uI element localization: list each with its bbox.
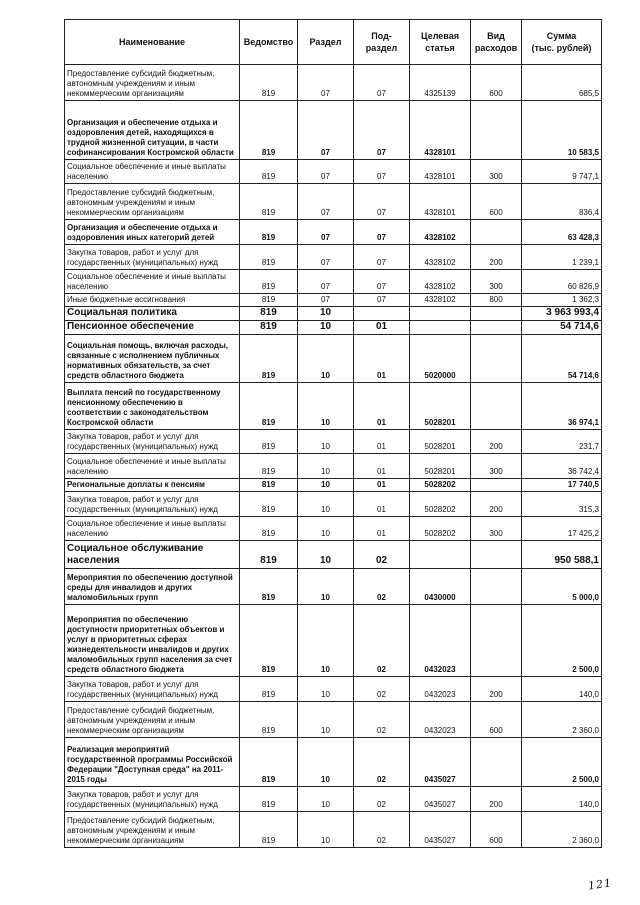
row-name: Социальное обеспечение и иные выплаты населению (65, 517, 240, 541)
header-razdel: Раздел (298, 20, 354, 65)
row-podrazdel: 01 (354, 335, 410, 383)
row-razdel: 10 (298, 492, 354, 517)
row-name: Социальное обслуживание населения (65, 541, 240, 569)
row-summa: 54 714,6 (522, 321, 602, 335)
table-row (65, 245, 602, 270)
row-summa: 2 360,0 (522, 702, 602, 738)
table-row (65, 702, 602, 738)
row-celevaya-statya: 4328101 (410, 160, 471, 184)
row-podrazdel: 02 (354, 812, 410, 848)
row-name: Организация и обеспечение отдыха и оздоровления иных категорий детей (65, 220, 240, 245)
row-summa: 2 500,0 (522, 605, 602, 677)
row-celevaya-statya: 4328102 (410, 270, 471, 294)
row-vedomstvo: 819 (240, 294, 298, 307)
row-celevaya-statya: 4328101 (410, 101, 471, 160)
table-row (65, 383, 602, 430)
row-razdel: 07 (298, 65, 354, 101)
row-vedomstvo: 819 (240, 307, 298, 321)
row-razdel: 10 (298, 479, 354, 492)
row-razdel: 10 (298, 569, 354, 605)
row-vid-raskhodov: 300 (471, 160, 522, 184)
row-razdel: 10 (298, 517, 354, 541)
row-celevaya-statya: 4328102 (410, 245, 471, 270)
row-vedomstvo: 819 (240, 245, 298, 270)
budget-table (64, 19, 602, 848)
row-vedomstvo: 819 (240, 270, 298, 294)
row-vid-raskhodov (471, 569, 522, 605)
row-name: Социальное обеспечение и иные выплаты населению (65, 160, 240, 184)
row-podrazdel: 02 (354, 605, 410, 677)
row-vid-raskhodov: 200 (471, 787, 522, 812)
row-vedomstvo: 819 (240, 677, 298, 702)
row-summa: 140,0 (522, 677, 602, 702)
row-vid-raskhodov: 200 (471, 492, 522, 517)
table-row (65, 479, 602, 492)
row-name: Закупка товаров, работ и услуг для государственных (муниципальных) нужд (65, 492, 240, 517)
row-vid-raskhodov (471, 383, 522, 430)
row-vid-raskhodov: 800 (471, 294, 522, 307)
table-row (65, 454, 602, 479)
row-razdel: 10 (298, 307, 354, 321)
row-vid-raskhodov (471, 335, 522, 383)
row-vedomstvo: 819 (240, 541, 298, 569)
row-summa: 36 742,4 (522, 454, 602, 479)
row-celevaya-statya: 5028202 (410, 492, 471, 517)
row-name: Социальное обеспечение и иные выплаты населению (65, 270, 240, 294)
row-razdel: 10 (298, 321, 354, 335)
table-row (65, 270, 602, 294)
row-name: Социальная политика (65, 307, 240, 321)
row-name: Организация и обеспечение отдыха и оздоровления детей, находящихся в трудной жизненной ситуации, в части софинансирования Костромской области (65, 101, 240, 160)
row-vedomstvo: 819 (240, 321, 298, 335)
row-vedomstvo: 819 (240, 220, 298, 245)
row-razdel: 10 (298, 335, 354, 383)
row-vedomstvo: 819 (240, 160, 298, 184)
row-podrazdel: 07 (354, 245, 410, 270)
row-summa: 1 239,1 (522, 245, 602, 270)
row-podrazdel: 02 (354, 541, 410, 569)
table-header (65, 20, 602, 65)
row-razdel: 10 (298, 383, 354, 430)
row-summa: 3 963 993,4 (522, 307, 602, 321)
table-row (65, 65, 602, 101)
row-vid-raskhodov (471, 479, 522, 492)
table-row (65, 335, 602, 383)
row-vedomstvo: 819 (240, 430, 298, 454)
row-podrazdel: 01 (354, 479, 410, 492)
row-vid-raskhodov (471, 220, 522, 245)
row-vid-raskhodov: 200 (471, 430, 522, 454)
row-razdel: 10 (298, 430, 354, 454)
row-razdel: 07 (298, 184, 354, 220)
row-summa: 60 826,9 (522, 270, 602, 294)
row-summa: 685,5 (522, 65, 602, 101)
table-row (65, 605, 602, 677)
row-podrazdel: 01 (354, 517, 410, 541)
row-podrazdel: 02 (354, 677, 410, 702)
row-name: Предоставление субсидий бюджетным, автономным учреждениям и иным некоммерческим организациям (65, 184, 240, 220)
row-razdel: 07 (298, 270, 354, 294)
header-vedomstvo: Ведомство (240, 20, 298, 65)
table-row (65, 492, 602, 517)
row-podrazdel: 07 (354, 160, 410, 184)
row-razdel: 10 (298, 541, 354, 569)
row-summa: 5 000,0 (522, 569, 602, 605)
table-row (65, 430, 602, 454)
page-number: 121 (587, 876, 613, 893)
row-celevaya-statya: 0430000 (410, 569, 471, 605)
table-body (65, 65, 602, 848)
row-name: Предоставление субсидий бюджетным, автономным учреждениям и иным некоммерческим организациям (65, 812, 240, 848)
row-celevaya-statya: 4328101 (410, 184, 471, 220)
row-vid-raskhodov: 200 (471, 245, 522, 270)
row-celevaya-statya: 5028202 (410, 517, 471, 541)
row-name: Предоставление субсидий бюджетным, автономным учреждениям и иным некоммерческим организациям (65, 65, 240, 101)
row-celevaya-statya: 0432023 (410, 677, 471, 702)
row-summa: 17 425,2 (522, 517, 602, 541)
row-vedomstvo: 819 (240, 65, 298, 101)
table-row (65, 569, 602, 605)
row-celevaya-statya: 0435027 (410, 812, 471, 848)
row-podrazdel: 07 (354, 220, 410, 245)
row-name: Мероприятия по обеспечению доступности приоритетных объектов и услуг в приоритетных сферах жизнедеятельности инвалидов и других маломобильных групп населения за счет средств областного бюджета (65, 605, 240, 677)
row-podrazdel: 07 (354, 270, 410, 294)
row-name: Закупка товаров, работ и услуг для государственных (муниципальных) нужд (65, 787, 240, 812)
row-razdel: 07 (298, 160, 354, 184)
row-podrazdel: 07 (354, 101, 410, 160)
row-vedomstvo: 819 (240, 517, 298, 541)
row-podrazdel: 02 (354, 569, 410, 605)
row-summa: 2 360,0 (522, 812, 602, 848)
row-vid-raskhodov: 200 (471, 677, 522, 702)
table-row (65, 517, 602, 541)
row-celevaya-statya: 0435027 (410, 787, 471, 812)
row-name: Мероприятия по обеспечению доступной среды для инвалидов и других маломобильных групп (65, 569, 240, 605)
row-razdel: 07 (298, 220, 354, 245)
row-vedomstvo: 819 (240, 479, 298, 492)
row-vid-raskhodov: 600 (471, 812, 522, 848)
row-vedomstvo: 819 (240, 184, 298, 220)
row-razdel: 10 (298, 812, 354, 848)
row-celevaya-statya: 0432023 (410, 702, 471, 738)
row-vedomstvo: 819 (240, 812, 298, 848)
row-podrazdel: 02 (354, 787, 410, 812)
row-name: Реализация мероприятий государственной программы Российской Федерации "Доступная среда" на 2011-2015 годы (65, 738, 240, 787)
row-vedomstvo: 819 (240, 702, 298, 738)
row-podrazdel: 07 (354, 294, 410, 307)
row-razdel: 10 (298, 454, 354, 479)
row-vid-raskhodov: 300 (471, 517, 522, 541)
row-name: Социальная помощь, включая расходы, связанные с исполнением публичных нормативных обязательств, за счет средств областного бюджета (65, 335, 240, 383)
row-vedomstvo: 819 (240, 605, 298, 677)
row-razdel: 07 (298, 245, 354, 270)
row-vedomstvo: 819 (240, 101, 298, 160)
row-razdel: 07 (298, 101, 354, 160)
table-row (65, 184, 602, 220)
row-vedomstvo: 819 (240, 492, 298, 517)
row-vid-raskhodov: 300 (471, 270, 522, 294)
row-razdel: 10 (298, 738, 354, 787)
row-vedomstvo: 819 (240, 787, 298, 812)
row-vedomstvo: 819 (240, 454, 298, 479)
row-summa: 315,3 (522, 492, 602, 517)
header-vid-raskhodov: Вид расходов (471, 20, 522, 65)
row-summa: 950 588,1 (522, 541, 602, 569)
row-podrazdel: 01 (354, 454, 410, 479)
row-celevaya-statya (410, 307, 471, 321)
table-row (65, 294, 602, 307)
row-name: Региональные доплаты к пенсиям (65, 479, 240, 492)
row-celevaya-statya: 5028202 (410, 479, 471, 492)
row-name: Пенсионное обеспечение (65, 321, 240, 335)
row-celevaya-statya: 5028201 (410, 454, 471, 479)
header-summa: Сумма (тыс. рублей) (522, 20, 602, 65)
row-summa: 63 428,3 (522, 220, 602, 245)
row-summa: 36 974,1 (522, 383, 602, 430)
header-celevaya-statya: Целевая статья (410, 20, 471, 65)
row-razdel: 10 (298, 787, 354, 812)
row-celevaya-statya: 0432023 (410, 605, 471, 677)
row-summa: 54 714,6 (522, 335, 602, 383)
row-name: Выплата пенсий по государственному пенсионному обеспечению в соответствии с законодательством Костромской области (65, 383, 240, 430)
row-podrazdel: 07 (354, 184, 410, 220)
row-celevaya-statya: 5028201 (410, 430, 471, 454)
row-vid-raskhodov (471, 321, 522, 335)
table-row (65, 677, 602, 702)
table-row (65, 307, 602, 321)
row-summa: 2 500,0 (522, 738, 602, 787)
header-podrazdel: Под- раздел (354, 20, 410, 65)
row-podrazdel: 07 (354, 65, 410, 101)
row-name: Иные бюджетные ассигнования (65, 294, 240, 307)
row-podrazdel: 01 (354, 321, 410, 335)
row-podrazdel: 01 (354, 430, 410, 454)
row-vid-raskhodov (471, 101, 522, 160)
header-name: Наименование (65, 20, 240, 65)
row-podrazdel: 01 (354, 383, 410, 430)
row-vedomstvo: 819 (240, 383, 298, 430)
row-razdel: 10 (298, 605, 354, 677)
row-celevaya-statya (410, 321, 471, 335)
row-vid-raskhodov: 600 (471, 702, 522, 738)
row-razdel: 10 (298, 677, 354, 702)
row-celevaya-statya: 4325139 (410, 65, 471, 101)
row-vid-raskhodov (471, 605, 522, 677)
row-summa: 1 362,3 (522, 294, 602, 307)
row-vid-raskhodov (471, 307, 522, 321)
row-podrazdel (354, 307, 410, 321)
row-celevaya-statya: 5020000 (410, 335, 471, 383)
row-celevaya-statya: 4328102 (410, 220, 471, 245)
row-vedomstvo: 819 (240, 738, 298, 787)
row-name: Предоставление субсидий бюджетным, автономным учреждениям и иным некоммерческим организациям (65, 702, 240, 738)
table-row (65, 812, 602, 848)
table-row (65, 160, 602, 184)
row-name: Закупка товаров, работ и услуг для государственных (муниципальных) нужд (65, 430, 240, 454)
row-summa: 17 740,5 (522, 479, 602, 492)
table-row (65, 738, 602, 787)
row-vid-raskhodov: 600 (471, 184, 522, 220)
row-celevaya-statya (410, 541, 471, 569)
row-name: Закупка товаров, работ и услуг для государственных (муниципальных) нужд (65, 245, 240, 270)
row-summa: 836,4 (522, 184, 602, 220)
row-vid-raskhodov (471, 738, 522, 787)
row-summa: 140,0 (522, 787, 602, 812)
row-razdel: 07 (298, 294, 354, 307)
row-celevaya-statya: 5028201 (410, 383, 471, 430)
row-vedomstvo: 819 (240, 335, 298, 383)
row-podrazdel: 02 (354, 738, 410, 787)
table-row (65, 321, 602, 335)
row-celevaya-statya: 0435027 (410, 738, 471, 787)
row-vedomstvo: 819 (240, 569, 298, 605)
row-podrazdel: 02 (354, 702, 410, 738)
row-razdel: 10 (298, 702, 354, 738)
row-name: Закупка товаров, работ и услуг для государственных (муниципальных) нужд (65, 677, 240, 702)
row-vid-raskhodov: 600 (471, 65, 522, 101)
row-name: Социальное обеспечение и иные выплаты населению (65, 454, 240, 479)
row-celevaya-statya: 4328102 (410, 294, 471, 307)
row-podrazdel: 01 (354, 492, 410, 517)
table-row (65, 101, 602, 160)
row-summa: 10 583,5 (522, 101, 602, 160)
row-summa: 9 747,1 (522, 160, 602, 184)
table-row (65, 541, 602, 569)
table-row (65, 787, 602, 812)
table-row (65, 220, 602, 245)
row-vid-raskhodov (471, 541, 522, 569)
row-vid-raskhodov: 300 (471, 454, 522, 479)
row-summa: 231,7 (522, 430, 602, 454)
